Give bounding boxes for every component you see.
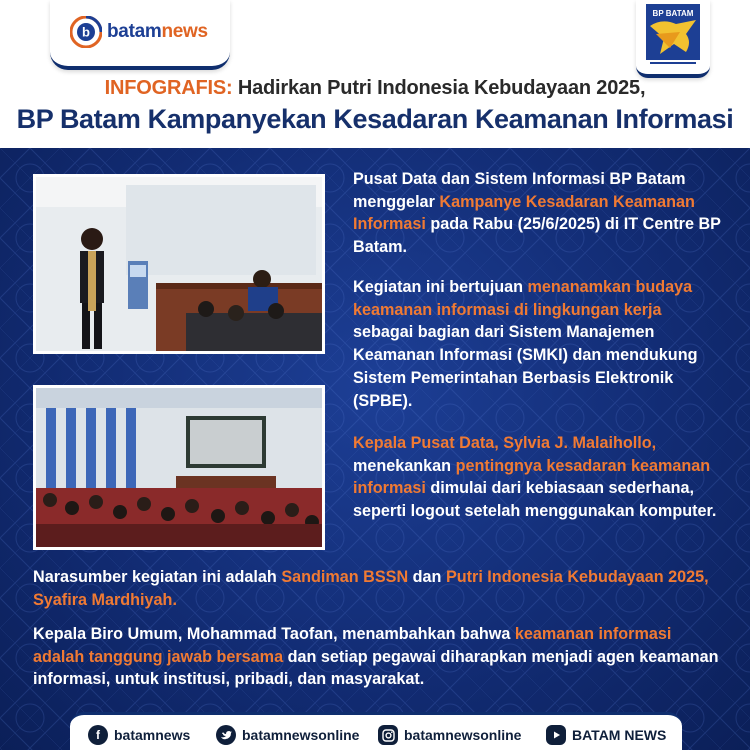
paragraph-4	[33, 566, 723, 611]
batamnews-logo-text	[107, 21, 208, 43]
event-photo-audience	[33, 385, 325, 550]
twitter-link[interactable]	[216, 724, 359, 746]
highlight-text: Putri Indonesia Kebudayaan 2025, Syafira Mardhiyah.	[33, 568, 709, 609]
body-text: Kepala Biro Umum, Mohammad Taofan, menambahkan bahwa	[33, 625, 515, 643]
instagram-link[interactable]	[378, 724, 521, 746]
content-area	[0, 148, 750, 750]
body-text: sebagai bagian dari Sistem Manajemen Keamanan Informasi (SMKI) dan mendukung Sistem Pemerintahan Berbasis Elektronik (SPBE).	[353, 323, 698, 410]
page-title: BP Batam Kampanyekan Kesadaran Keamanan Informasi	[16, 104, 734, 134]
highlight-text: menanamkan budaya keamanan informasi di lingkungan kerja	[353, 278, 693, 319]
twitter-icon	[216, 725, 236, 745]
youtube-handle: BATAM NEWS	[572, 727, 667, 743]
twitter-handle: batamnewsonline	[242, 727, 360, 743]
youtube-link[interactable]	[546, 724, 666, 746]
social-footer	[70, 712, 682, 750]
body-text: dan setiap pegawai diharapkan menjadi agen keamanan informasi, untuk institusi, pribadi, dan masyarakat.	[33, 647, 719, 689]
svg-text:BP BATAM: BP BATAM	[652, 9, 694, 18]
youtube-icon	[546, 725, 566, 745]
brand-part2: news	[161, 21, 208, 42]
facebook-link[interactable]	[88, 724, 190, 746]
body-text: menekankan	[353, 456, 456, 475]
body-text: Narasumber kegiatan ini adalah	[33, 568, 282, 586]
facebook-icon: f	[88, 725, 108, 745]
highlight-text: pentingnya kesadaran keamanan informasi	[353, 456, 711, 498]
body-text: Kegiatan ini bertujuan	[353, 278, 528, 296]
body-text: pada Rabu (25/6/2025) di IT Centre BP Batam.	[353, 215, 721, 257]
paragraph-5	[33, 623, 723, 691]
event-photo-speaker	[33, 174, 325, 354]
bp-batam-logo	[636, 0, 710, 78]
instagram-icon	[378, 725, 398, 745]
headline-subtitle	[0, 77, 750, 100]
svg-text:b: b	[82, 24, 90, 40]
bp-batam-emblem-icon	[646, 4, 700, 68]
paragraph-1	[353, 168, 725, 259]
paragraph-3	[353, 432, 725, 523]
header	[0, 0, 750, 148]
highlight-text: Sandiman BSSN	[281, 568, 409, 586]
highlight-text: Kepala Pusat Data, Sylvia J. Malaihollo,	[353, 434, 657, 452]
paragraph-2	[353, 276, 725, 412]
highlight-text: keamanan informasi adalah tanggung jawab bersama	[33, 625, 672, 666]
batamnews-logo-icon	[70, 16, 102, 48]
body-text: dimulai dari kebiasaan sederhana, seperti logout setelah menggunakan komputer.	[353, 479, 717, 521]
subtitle-text: Hadirkan Putri Indonesia Kebudayaan 2025,	[237, 77, 646, 99]
brand-part1: batam	[107, 21, 162, 42]
highlight-text: Kampanye Kesadaran Keamanan Informasi	[353, 192, 695, 234]
body-text: dan	[408, 568, 446, 586]
body-text: Pusat Data dan Sistem Informasi BP Batam menggelar	[353, 170, 686, 211]
facebook-handle: batamnews	[114, 727, 191, 743]
instagram-handle: batamnewsonline	[404, 727, 522, 743]
infografis-tag: INFOGRAFIS:	[104, 77, 233, 99]
batamnews-logo[interactable]	[50, 0, 230, 70]
